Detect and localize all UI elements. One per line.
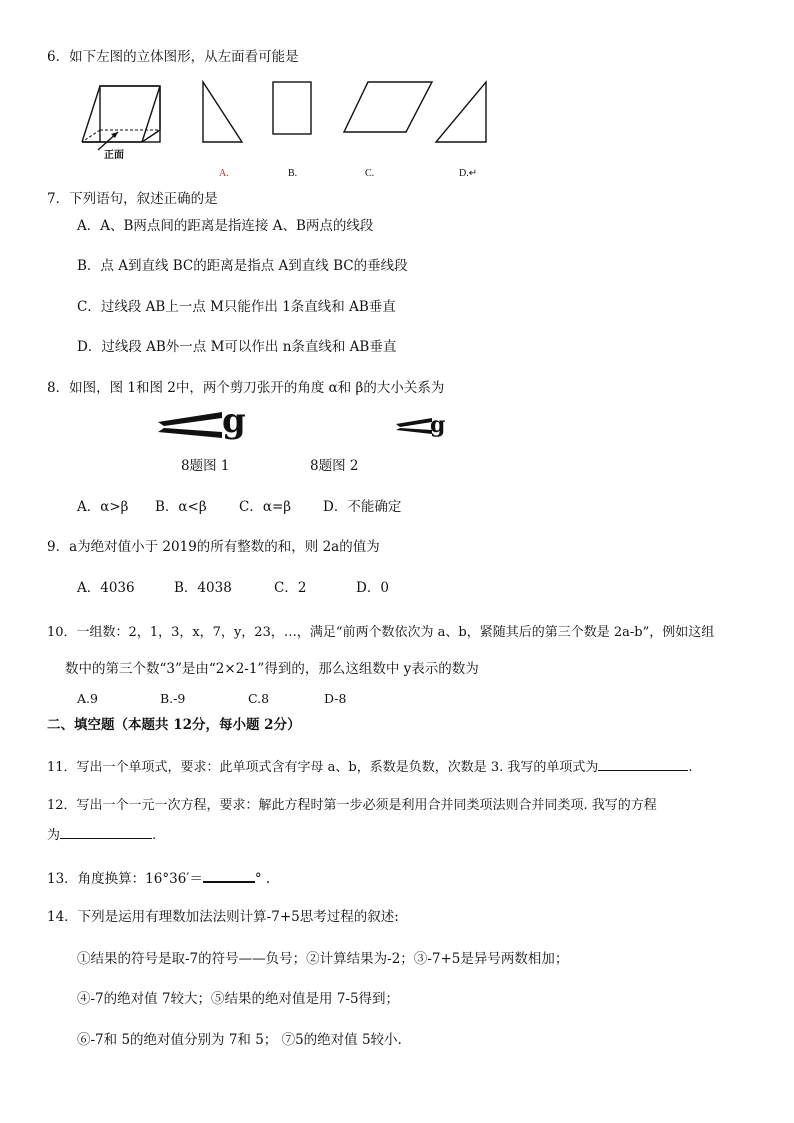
q11-tail: . (688, 760, 693, 775)
q11-answer-blank[interactable] (598, 757, 688, 771)
q11-line (47, 757, 693, 777)
q9-option-d: D．0 (356, 580, 389, 596)
option-d-triangle-figure (434, 80, 490, 152)
q8-option-d: D．不能确定 (323, 499, 402, 515)
scissors-figure-2 (394, 406, 458, 450)
q6-stem: 6．如下左图的立体图形，从左面看可能是 (47, 49, 299, 65)
q8-option-b: B．α<β (155, 499, 207, 515)
q10-line-1: 10．一组数：2，1，3，x，7，y，23，…，满足“前两个数依次为 a、b，紧随其后的第三个数是 2a-b”，例如这组 (47, 625, 715, 640)
option-a-triangle-figure (200, 80, 246, 150)
q6-option-c-label: C. (365, 168, 375, 179)
q13-suffix: ° . (254, 871, 271, 887)
svg-text:g: g (430, 412, 446, 438)
q7-stem: 7．下列语句，叙述正确的是 (47, 191, 218, 207)
option-c-parallelogram-figure (342, 80, 434, 140)
option-b-rectangle-figure (272, 80, 314, 142)
q14-line-1: ①结果的符号是取-7的符号——负号；②计算结果为-2；③-7+5是异号两数相加； (77, 951, 569, 967)
q9-stem: 9．a为绝对值小于 2019的所有整数的和，则 2a的值为 (47, 539, 380, 555)
q10-line-2: 数中的第三个数“3”是由“2×2-1”得到的，那么这组数中 y表示的数为 (65, 661, 479, 677)
q12-line-1: 12．写出一个一元一次方程，要求：解此方程时第一步必须是利用合并同类项法则合并同类项. 我写的方程 (47, 798, 657, 813)
q13-line (47, 868, 270, 888)
front-label: 正面 (104, 150, 124, 161)
q14-line-2: ④-7的绝对值 7较大；⑤结果的绝对值是用 7-5得到； (77, 991, 400, 1007)
q9-option-b: B．4038 (174, 580, 232, 596)
q9-option-c: C．2 (274, 580, 307, 596)
q13-prefix: 13．角度换算：16°36′＝ (47, 871, 203, 887)
q11-text: 11．写出一个单项式，要求：此单项式含有字母 a、b，系数是负数，次数是 3. 我写的单项式为 (47, 760, 599, 775)
q7-option-c: C．过线段 AB上一点 M只能作出 1条直线和 AB垂直 (77, 299, 396, 315)
q8-figure-2-caption: 8题图 2 (310, 458, 359, 474)
q7-option-a: A．A、B两点间的距离是指连接 A、B两点的线段 (77, 218, 374, 234)
q10-option-d: D-8 (324, 691, 347, 706)
svg-text:g: g (222, 401, 246, 441)
q13-answer-blank[interactable] (203, 868, 255, 883)
q8-stem: 8．如图，图 1和图 2中，两个剪刀张开的角度 α和 β的大小关系为 (47, 380, 445, 396)
q14-stem: 14．下列是运用有理数加法法则计算-7+5思考过程的叙述: (47, 909, 399, 925)
q8-option-a: A．α>β (77, 499, 129, 515)
q12-line-2 (47, 825, 156, 845)
scissors-figure-1 (156, 398, 256, 458)
q12-line-2-prefix: 为 (47, 828, 61, 843)
q10-option-a: A.9 (77, 691, 98, 706)
q8-figure-1-caption: 8题图 1 (181, 458, 230, 474)
q9-option-a: A．4036 (77, 580, 135, 596)
q6-option-d-label: D.↵ (459, 168, 478, 179)
q10-option-b: B.-9 (160, 691, 186, 706)
q7-option-b: B．点 A到直线 BC的距离是指点 A到直线 BC的垂线段 (77, 258, 408, 274)
q6-option-b-label: B. (288, 168, 298, 179)
q14-line-3: ⑥-7和 5的绝对值分别为 7和 5； ⑦5的绝对值 5较小. (77, 1032, 402, 1048)
q6-option-a-label: A. (219, 168, 229, 179)
q12-tail: . (152, 828, 157, 843)
q12-answer-blank[interactable] (60, 825, 152, 839)
q6-solid-figure (78, 80, 188, 164)
section-2-title: 二、填空题（本题共 12分，每小题 2分） (47, 717, 301, 733)
q8-option-c: C．α=β (239, 499, 292, 515)
q10-option-c: C.8 (248, 691, 270, 706)
q7-option-d: D．过线段 AB外一点 M可以作出 n条直线和 AB垂直 (77, 339, 397, 355)
